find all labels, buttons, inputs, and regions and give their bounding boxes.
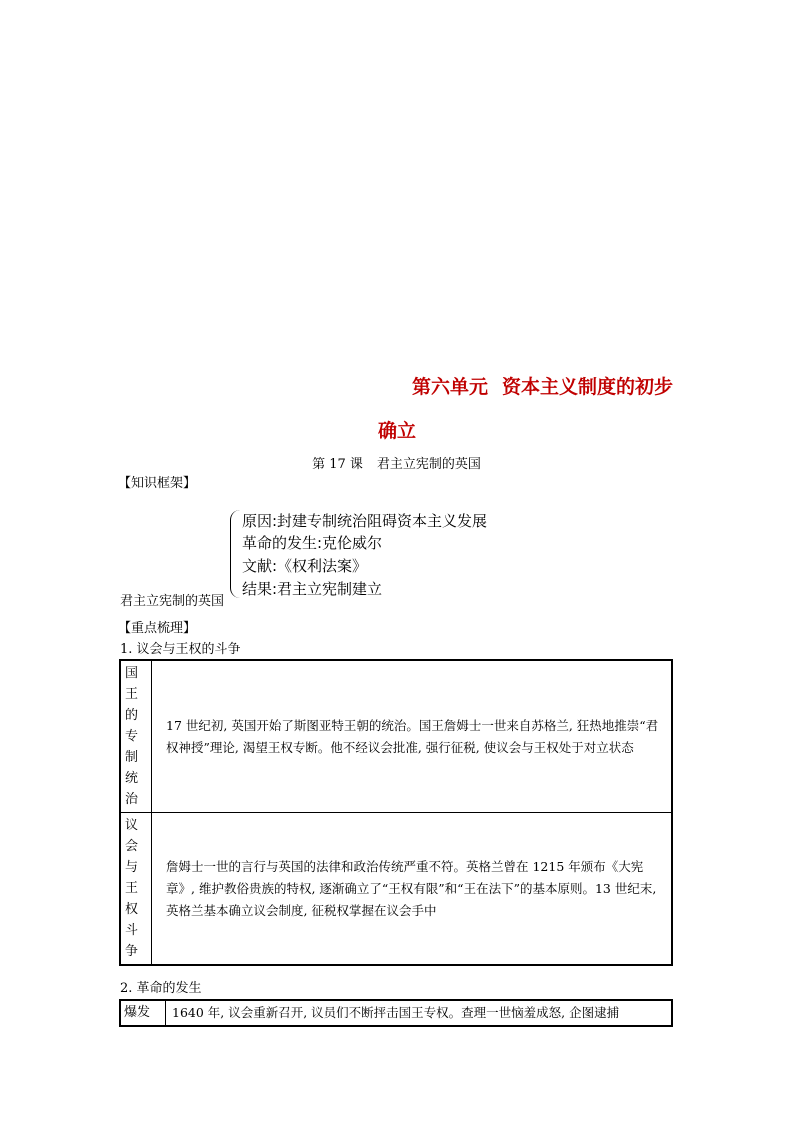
label-char: 专 (125, 729, 139, 744)
label-char: 治 (125, 792, 139, 807)
parliament-vs-monarchy-table (119, 659, 673, 966)
label-char: 王 (125, 881, 139, 896)
row-text-parliament-struggle: 詹姆士一世的言行与英国的法律和政治传统严重不符。英格兰曾在 1215 年颁布《大宪章》, 维护教俗贵族的特权, 逐渐确立了“王权有限”和“王在法下”的基本原则。13 世纪末, 英格兰基本确立议会制度, 征税权掌握在议会手中 (152, 813, 673, 966)
section1-title: 1. 议会与王权的斗争 (120, 642, 241, 657)
lesson-name: 君主立宪制的英国 (376, 457, 481, 472)
framework-item-cause: 原因:封建专制统治阻碍资本主义发展 (242, 512, 488, 530)
unit-number: 第六单元 (412, 376, 489, 398)
label-char: 斗 (125, 923, 139, 938)
unit-title-continued: 确立 (378, 420, 417, 442)
key-points-heading: 【重点梳理】 (118, 621, 197, 636)
section2-title: 2. 革命的发生 (120, 981, 202, 996)
row-text-outbreak: 1640 年, 议会重新召开, 议员们不断抨击国王专权。查理一世恼羞成怒, 企图逮捕 (166, 1000, 673, 1026)
label-char: 制 (125, 750, 139, 765)
revolution-table (119, 999, 673, 1027)
table-row (120, 813, 672, 966)
table-row (120, 1000, 672, 1026)
label-char: 统 (125, 771, 139, 786)
row-text-royal-autocracy: 17 世纪初, 英国开始了斯图亚特王朝的统治。国王詹姆士一世来自苏格兰, 狂热地推崇“君权神授”理论, 渴望王权专断。他不经议会批准, 强行征税, 使议会与王权处于对立状态 (152, 660, 673, 813)
table-row (120, 660, 672, 813)
row-label-royal-autocracy (120, 660, 152, 813)
row-label-parliament-struggle (120, 813, 152, 966)
label-char: 议 (125, 818, 139, 833)
lesson-title (0, 453, 793, 472)
label-char: 的 (125, 708, 139, 723)
framework-item-document: 文献:《权利法案》 (242, 557, 368, 575)
label-char: 权 (125, 902, 139, 917)
framework-brace (230, 510, 241, 598)
lesson-number: 第 17 课 (312, 457, 363, 472)
label-char: 与 (125, 860, 139, 875)
framework-heading: 【知识框架】 (118, 476, 197, 491)
framework-item-revolution: 革命的发生:克伦威尔 (242, 534, 383, 552)
label-char: 国 (125, 666, 139, 681)
unit-name: 资本主义制度的初步 (502, 376, 674, 398)
framework-item-result: 结果:君主立宪制建立 (242, 580, 383, 598)
label-char: 王 (125, 687, 139, 702)
framework-root: 君主立宪制的英国 (120, 594, 225, 609)
label-char: 会 (125, 839, 139, 854)
label-char: 争 (125, 944, 139, 959)
row-label-outbreak: 爆发 (120, 1000, 166, 1026)
unit-title (412, 372, 673, 399)
